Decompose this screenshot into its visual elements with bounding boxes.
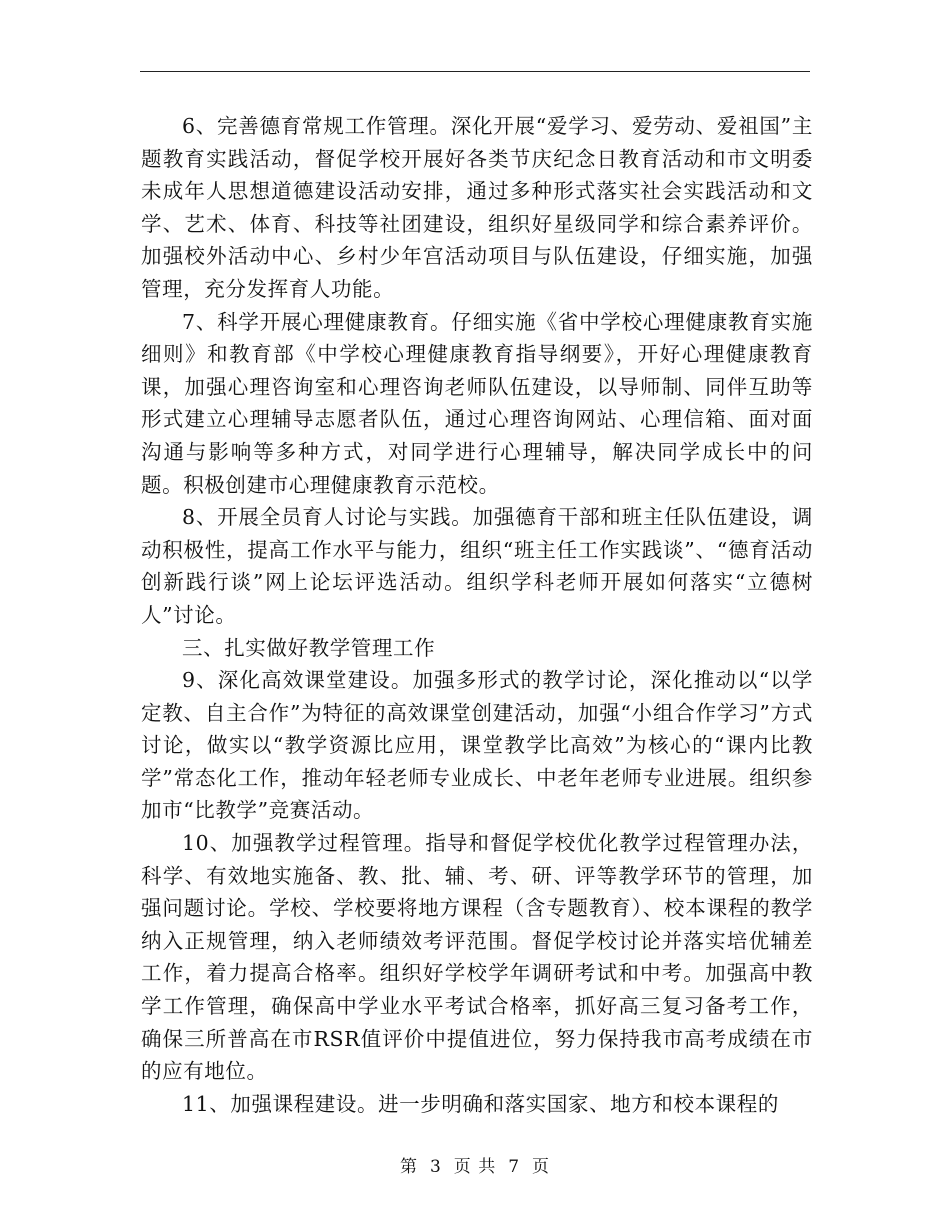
paragraph-6: 6、完善德育常规工作管理。深化开展“爱学习、爱劳动、爱祖国”主题教育实践活动，督促学校开展好各类节庆纪念日教育活动和市文明委未成年人思想道德建设活动安排，通过多种形式落实社会实践活动和文学、艺术、体育、科技等社团建设，组织好星级同学和综合素养评价。加强校外活动中心、乡村少年宫活动项目与队伍建设，仔细实施，加强管理，充分发挥育人功能。 — [141, 114, 813, 301]
header-rule — [140, 71, 810, 72]
document-body — [141, 110, 813, 1120]
section-heading-3: 三、扎实做好教学管理工作 — [182, 635, 436, 660]
footer-page-number: 3 — [429, 1157, 442, 1177]
footer-total-pages: 7 — [508, 1157, 521, 1177]
footer-suffix: 页 — [532, 1157, 551, 1177]
page-footer — [0, 1152, 950, 1177]
footer-prefix: 第 — [399, 1157, 418, 1177]
footer-middle: 页 共 — [453, 1157, 497, 1177]
paragraph-11: 11、加强课程建设。进一步明确和落实国家、地方和校本课程的 — [182, 1091, 779, 1116]
paragraph-7: 7、科学开展心理健康教育。仔细实施《省中学校心理健康教育实施细则》和教育部《中学校心理健康教育指导纲要》，开好心理健康教育课，加强心理咨询室和心理咨询老师队伍建设，以导师制、同伴互助等形式建立心理辅导志愿者队伍，通过心理咨询网站、心理信箱、面对面沟通与影响等多种方式，对同学进行心理辅导，解决同学成长中的问题。积极创建市心理健康教育示范校。 — [141, 309, 813, 497]
paragraph-8: 8、开展全员育人讨论与实践。加强德育干部和班主任队伍建设，调动积极性，提高工作水平与能力，组织“班主任工作实践谈”、“德育活动创新践行谈”网上论坛评选活动。组织学科老师开展如何落实“立德树人”讨论。 — [141, 505, 813, 627]
paragraph-10: 10、加强教学过程管理。指导和督促学校优化教学过程管理办法，科学、有效地实施备、教、批、辅、考、研、评等教学环节的管理，加强问题讨论。学校、学校要将地方课程（含专题教育）、校本课程的教学纳入正规管理，纳入老师绩效考评范围。督促学校讨论并落实培优辅差工作，着力提高合格率。组织好学校学年调研考试和中考。加强高中教学工作管理，确保高中学业水平考试合格率，抓好高三复习备考工作，确保三所普高在市RSR值评价中提值进位，努力保持我市高考成绩在市的应有地位。 — [141, 831, 813, 1084]
paragraph-9: 9、深化高效课堂建设。加强多形式的教学讨论，深化推动以“以学定教、自主合作”为特征的高效课堂创建活动，加强“小组合作学习”方式讨论，做实以“教学资源比应用，课堂教学比高效”为核心的“课内比教学”常态化工作，推动年轻老师专业成长、中老年老师专业进展。组织参加市“比教学”竞赛活动。 — [141, 668, 813, 823]
